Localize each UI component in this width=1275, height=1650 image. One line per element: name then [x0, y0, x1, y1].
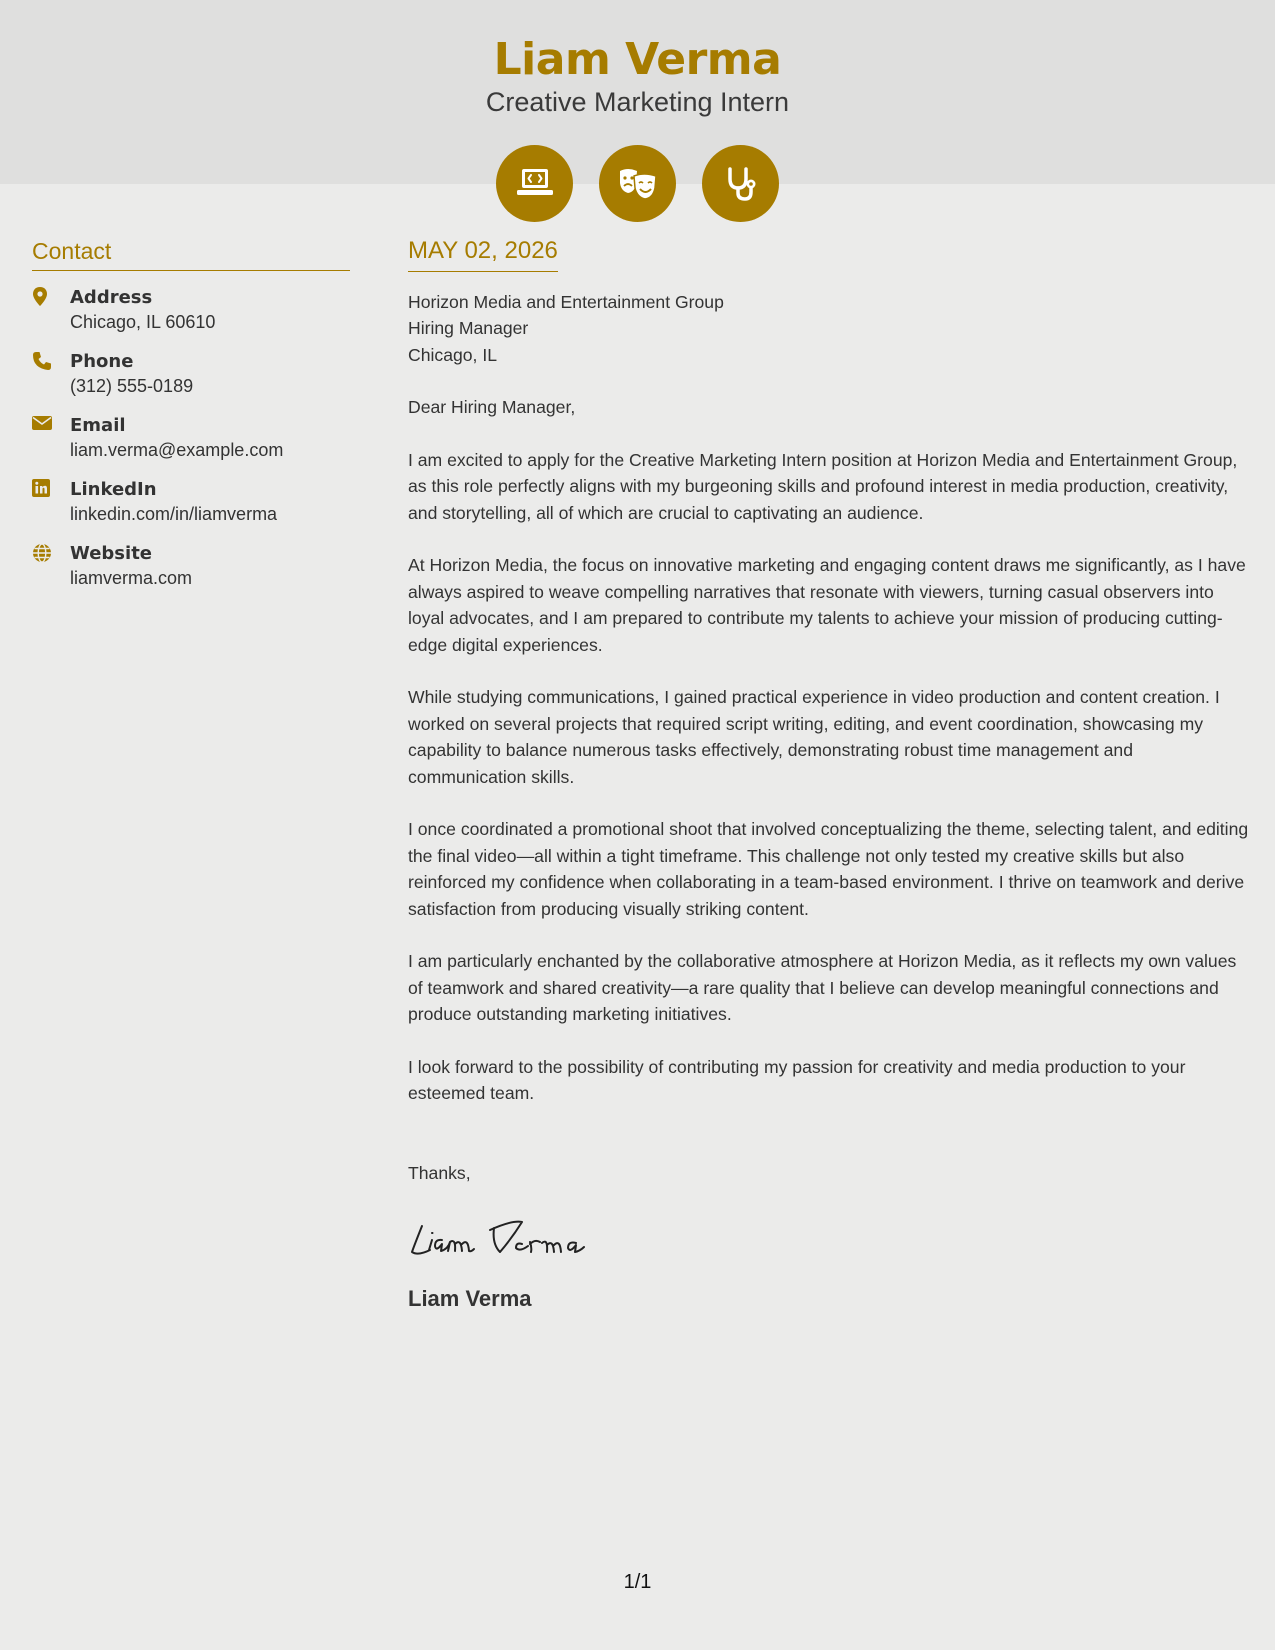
contact-label: Website [70, 543, 153, 564]
letter-paragraph: While studying communications, I gained practical experience in video production and content creation. I worked on several projects that required script writing, editing, and event coordination, showcasing my capability to balance numerous tasks effectively, demonstrating robust time management and communication skills. [408, 687, 1220, 787]
contact-label: Email [70, 415, 126, 436]
letter-date: MAY 02, 2026 [408, 238, 558, 272]
letter-paragraph: I am excited to apply for the Creative Marketing Intern position at Horizon Media and Entertainment Group, as this role perfectly aligns with my burgeoning skills and profound interest in media production, creativity, and storytelling, all of which are crucial to captivating an audience. [408, 449, 1238, 523]
contact-item-address [32, 285, 350, 335]
envelope-icon [32, 413, 70, 463]
contact-value: liam.verma@example.com [70, 440, 284, 460]
recipient-location: Chicago, IL [408, 344, 497, 365]
contact-value: (312) 555-0189 [70, 376, 194, 396]
contact-value: Chicago, IL 60610 [70, 312, 216, 332]
handwritten-signature [408, 1216, 1253, 1262]
map-pin-icon [32, 285, 70, 335]
job-title: Creative Marketing Intern [485, 87, 790, 117]
recipient-company: Horizon Media and Entertainment Group [408, 291, 724, 312]
salutation: Dear Hiring Manager, [408, 397, 576, 417]
letter-paragraph: I once coordinated a promotional shoot that involved conceptualizing the theme, selecting talent, and editing the final video—all within a tight timeframe. This challenge not only tested my creative skills but also reinforced my confidence when collaborating in a team-based environment. I thrive on teamwork and derive satisfaction from producing visually striking content. [408, 819, 1249, 919]
recipient-title: Hiring Manager [408, 318, 529, 338]
laptop-code-icon [496, 145, 573, 222]
contact-item-phone [32, 349, 350, 399]
contact-sidebar [32, 238, 350, 591]
recipient-block [408, 289, 1253, 369]
letter-paragraph: I look forward to the possibility of contributing my passion for creativity and media production to your esteemed team. [408, 1056, 1186, 1103]
contact-item-linkedin [32, 477, 350, 527]
contact-label: LinkedIn [70, 479, 157, 500]
contact-value: liamverma.com [70, 568, 193, 588]
contact-label: Phone [70, 351, 134, 372]
globe-icon [32, 541, 70, 591]
linkedin-icon [32, 477, 70, 527]
applicant-name: Liam Verma [493, 34, 782, 85]
contact-item-website [32, 541, 350, 591]
contact-label: Address [70, 287, 153, 308]
page-number: 1/1 [623, 1571, 652, 1593]
theater-masks-icon [599, 145, 676, 222]
header-icon-row [496, 145, 779, 222]
signed-name: Liam Verma [408, 1286, 532, 1311]
letter-body [408, 238, 1253, 1313]
closing: Thanks, [408, 1162, 471, 1183]
phone-icon [32, 349, 70, 399]
contact-item-email [32, 413, 350, 463]
contact-heading: Contact [32, 238, 350, 271]
stethoscope-icon [702, 145, 779, 222]
letter-paragraph: At Horizon Media, the focus on innovative marketing and engaging content draws me significantly, as I have always aspired to weave compelling narratives that resonate with viewers, turning casual observers into loyal advocates, and I am prepared to contribute my talents to achieve your mission of producing cutting-edge digital experiences. [408, 555, 1246, 655]
letter-paragraph: I am particularly enchanted by the collaborative atmosphere at Horizon Media, as it reflects my own values of teamwork and shared creativity—a rare quality that I believe can develop meaningful connections and produce outstanding marketing initiatives. [408, 951, 1237, 1024]
contact-value: linkedin.com/in/liamverma [70, 504, 278, 524]
